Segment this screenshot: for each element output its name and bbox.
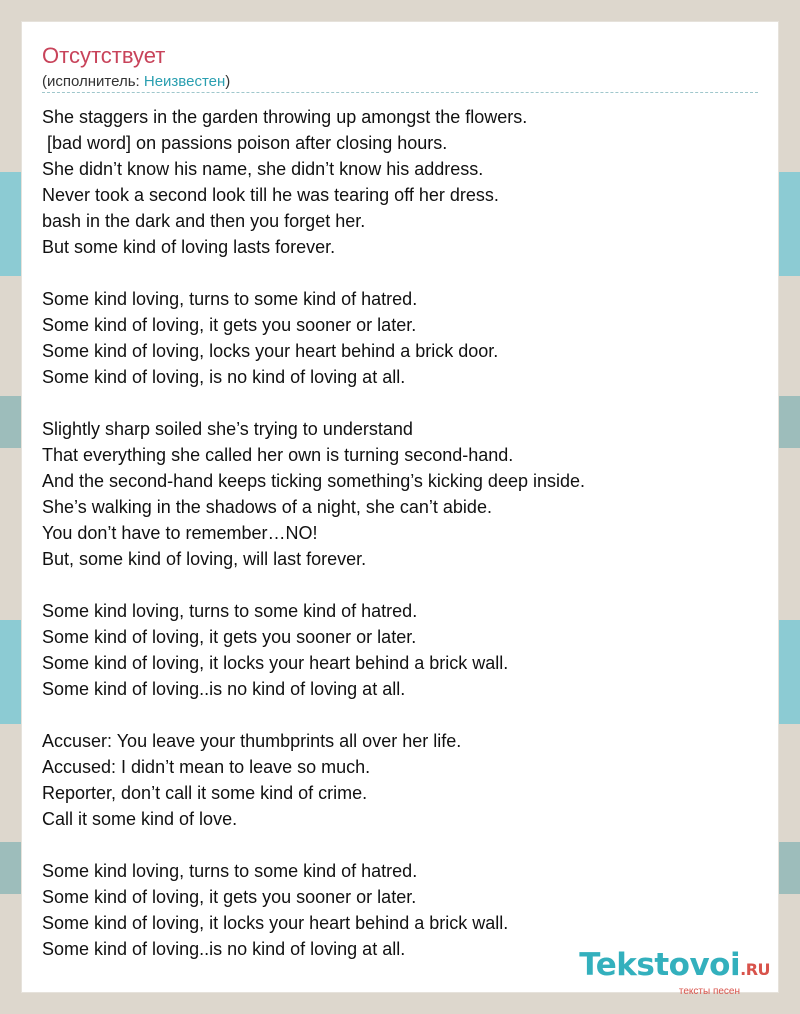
- lyric-line: You don’t have to remember…NO!: [42, 523, 318, 543]
- lyric-line: She didn’t know his name, she didn’t know his address.: [42, 159, 484, 179]
- logo-main-text: Tekstovoi: [579, 947, 741, 983]
- lyric-line: Some kind of loving..is no kind of loving at all.: [42, 939, 406, 959]
- artist-suffix: ): [225, 73, 231, 90]
- stanza-break: [42, 702, 758, 728]
- lyric-line: And the second-hand keeps ticking something’s kicking deep inside.: [42, 471, 586, 491]
- lyrics-text: [42, 104, 758, 962]
- lyric-line: Some kind of loving, it locks your heart behind a brick wall.: [42, 653, 509, 673]
- lyric-line: Call it some kind of love.: [42, 809, 238, 829]
- logo-wordmark: [566, 948, 770, 987]
- logo-subtitle: тексты песен: [678, 986, 740, 997]
- stanza-break: [42, 832, 758, 858]
- site-logo[interactable]: [566, 947, 770, 997]
- lyrics-card: [22, 22, 778, 997]
- stanza-break: [42, 260, 758, 286]
- lyric-line: Some kind of loving, it locks your heart behind a brick wall.: [42, 913, 509, 933]
- lyric-line: She’s walking in the shadows of a night, she can’t abide.: [42, 497, 492, 517]
- lyric-line: Slightly sharp soiled she’s trying to understand: [42, 419, 413, 439]
- stanza-break: [42, 572, 758, 598]
- lyric-line: She staggers in the garden throwing up amongst the flowers.: [42, 107, 528, 127]
- artist-line: [42, 73, 230, 91]
- lyric-line: That everything she called her own is turning second-hand.: [42, 445, 514, 465]
- stanza-break: [42, 390, 758, 416]
- lyric-line: Some kind of loving, it gets you sooner or later.: [42, 887, 417, 907]
- lyric-line: Some kind of loving..is no kind of loving at all.: [42, 679, 406, 699]
- artist-link[interactable]: Неизвестен: [143, 73, 226, 90]
- lyric-line: Some kind loving, turns to some kind of hatred.: [42, 861, 418, 881]
- lyric-line: Accuser: You leave your thumbprints all over her life.: [42, 731, 462, 751]
- lyric-line: Accused: I didn’t mean to leave so much.: [42, 757, 371, 777]
- lyric-line: But, some kind of loving, will last forever.: [42, 549, 367, 569]
- lyric-line: Some kind of loving, it gets you sooner or later.: [42, 627, 417, 647]
- lyric-line: Some kind of loving, locks your heart behind a brick door.: [42, 341, 499, 361]
- lyric-line: Never took a second look till he was tearing off her dress.: [42, 185, 499, 205]
- lyric-line: bash in the dark and then you forget her.: [42, 211, 366, 231]
- lyric-line: [bad word] on passions poison after closing hours.: [42, 133, 448, 153]
- lyric-line: Some kind of loving, it gets you sooner or later.: [42, 315, 417, 335]
- logo-tld: .RU: [740, 960, 770, 979]
- artist-prefix: (исполнитель:: [42, 73, 144, 90]
- lyric-line: Some kind loving, turns to some kind of hatred.: [42, 601, 418, 621]
- lyric-line: Reporter, don’t call it some kind of crime.: [42, 783, 368, 803]
- song-title: Отсутствует: [42, 43, 166, 68]
- lyric-line: Some kind loving, turns to some kind of hatred.: [42, 289, 418, 309]
- lyric-line: Some kind of loving, is no kind of loving at all.: [42, 367, 406, 387]
- lyric-line: But some kind of loving lasts forever.: [42, 237, 336, 257]
- title-divider: [42, 92, 758, 93]
